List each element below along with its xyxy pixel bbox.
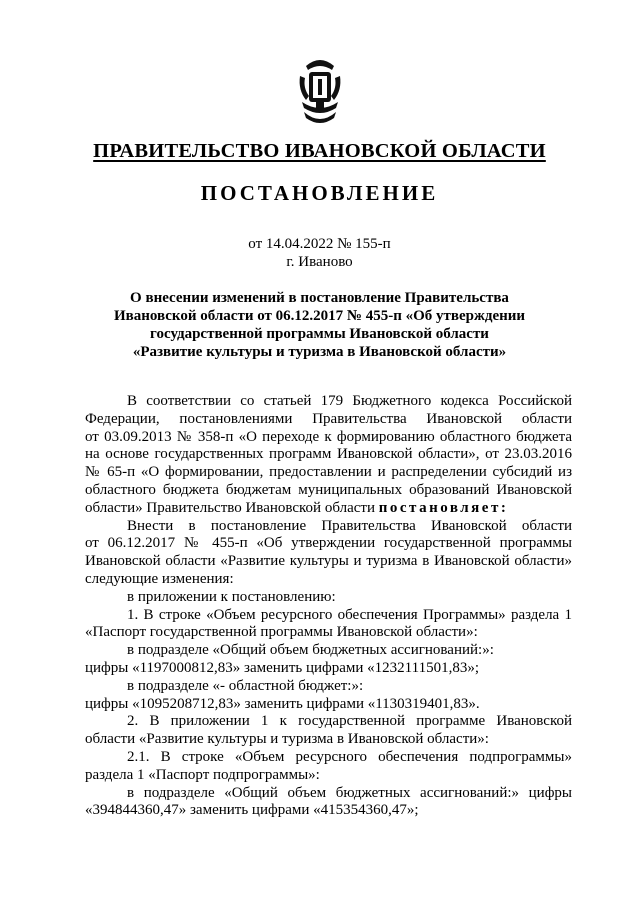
body-line: Ивановской области «Развитие культуры и туризма в Ивановской области» <box>85 553 572 570</box>
body-line: 2. В приложении 1 к государственной программе Ивановской <box>127 713 572 730</box>
body-line: в подразделе «- областной бюджет:»: <box>127 677 364 694</box>
body-line: от 06.12.2017 № 455-п «Об утверждении государственной программы <box>85 535 572 552</box>
body-line: «Паспорт государственной программы Ивановской области»: <box>85 624 478 641</box>
date-line: от 14.04.2022 № 155-п <box>248 236 391 252</box>
resolves-word: постановляет: <box>378 499 509 516</box>
title-line: О внесении изменений в постановление Правительства <box>130 290 509 306</box>
body-line: цифры «1095208712,83» заменить цифрами «1130319401,83». <box>85 695 480 712</box>
body-line: В соответствии со статьей 179 Бюджетного кодекса Российской <box>127 393 572 409</box>
body-line: следующие изменения: <box>85 570 234 587</box>
city: г. Иваново <box>286 254 353 270</box>
body-line: в подразделе «Общий объем бюджетных ассигнований:» цифры <box>127 784 572 801</box>
body-line: областного бюджета бюджетам муниципальных образований Ивановской <box>85 481 572 498</box>
body-line: № 65-п «О формировании, предоставлении и распределении субсидий из <box>85 464 572 481</box>
body-line: на основе государственных программ Ивановской области», от 23.03.2016 <box>85 446 572 463</box>
authority-heading: ПРАВИТЕЛЬСТВО ИВАНОВСКОЙ ОБЛАСТИ <box>93 140 546 162</box>
body-line <box>85 500 572 518</box>
body-line: «394844360,47» заменить цифрами «415354360,47»; <box>85 802 419 819</box>
body-text: области» Правительство Ивановской области <box>85 499 375 516</box>
document-body <box>85 393 572 820</box>
document-title <box>60 289 579 361</box>
document-type: ПОСТАНОВЛЕНИЕ <box>200 181 439 205</box>
body-line: в приложении к постановлению: <box>127 588 336 605</box>
body-line: от 03.09.2013 № 358-п «О переходе к формированию областного бюджета <box>85 428 572 445</box>
body-line: 2.1. В строке «Объем ресурсного обеспечения подпрограммы» <box>127 748 572 765</box>
date-block <box>0 235 639 271</box>
title-line: Ивановской области от 06.12.2017 № 455-п «Об утверждении <box>113 308 526 324</box>
body-line: области «Развитие культуры и туризма в Ивановской области»: <box>85 731 489 748</box>
body-line: цифры «1197000812,83» заменить цифрами «1232111501,83»; <box>85 659 479 676</box>
body-line: Внести в постановление Правительства Ивановской области <box>127 517 572 534</box>
body-line: Федерации, постановлениями Правительства Ивановской области <box>85 410 572 427</box>
coat-of-arms-icon <box>296 56 344 128</box>
title-line: государственной программы Ивановской области <box>150 326 489 342</box>
body-line: 1. В строке «Объем ресурсного обеспечения Программы» раздела 1 <box>127 606 572 623</box>
body-line: раздела 1 «Паспорт подпрограммы»: <box>85 766 320 783</box>
body-line: в подразделе «Общий объем бюджетных ассигнований:»: <box>127 642 494 659</box>
title-line: «Развитие культуры и туризма в Ивановской области» <box>132 344 507 360</box>
